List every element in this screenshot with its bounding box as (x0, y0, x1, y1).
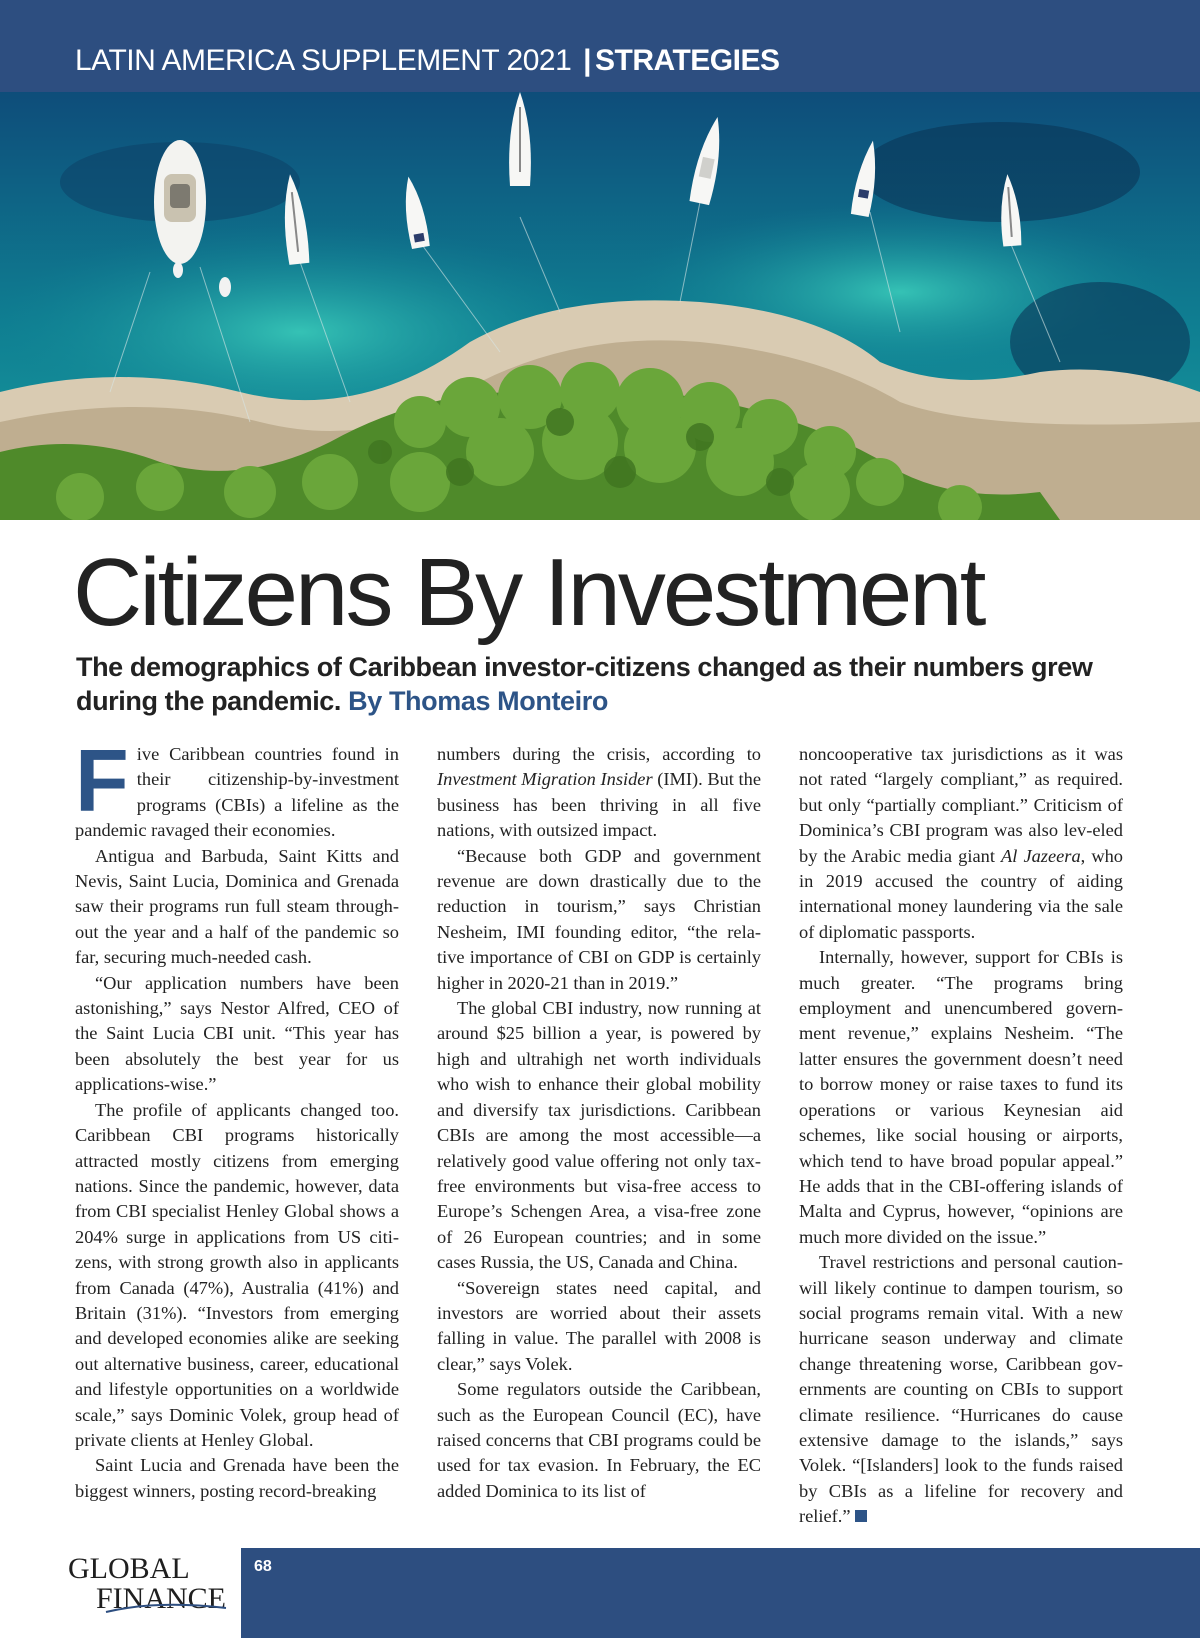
paragraph-text: numbers during the crisis, according to (437, 744, 761, 764)
deck-text: The demographics of Caribbean investor-citizens changed as their numbers grew during the pandemic. (76, 652, 1093, 716)
paragraph-text: Travel restrictions and personal caution-will likely continue to dampen tourism, so social programs remain vital. With a new hurricane season underway and climate change threatening worse, Caribbean gov-ernments are counting on CBIs to support climate resilience. “Hurricanes do cause extensive damage to the islands,” says Volek. “[Islanders] look to the funds raised by CBIs as a lifeline for recovery and relief.” (799, 1252, 1123, 1527)
hero-photo (0, 92, 1200, 520)
paragraph (799, 742, 1123, 945)
paragraph: The global CBI industry, now running at around $25 billion a year, is powered by high and ultrahigh net worth individuals who wish to enhance their global mobility and diversify tax jurisdictions. Caribbean CBIs are among the most accessible—a relatively good value offering not only tax-free environments but visa-free access to Europe’s Schengen Area, a visa-free zone of 26 European countries; and in some cases Russia, the US, Canada and China. (437, 998, 761, 1273)
section-label (75, 44, 779, 78)
media-name: Al Jazeera (1001, 845, 1081, 866)
byline: By Thomas Monteiro (348, 686, 608, 716)
column-3 (799, 742, 1123, 1530)
paragraph: Antigua and Barbuda, Saint Kitts and Nevis, Saint Lucia, Dominica and Grenada saw their programs run full steam through-out the year and a half of the pandemic so far, securing much-needed cash. (75, 845, 399, 968)
paragraph-text: ive Caribbean countries found in their citizenship-by-investment programs (CBIs) a lifeline as the pandemic ravaged their economies. (75, 744, 399, 841)
paragraph: Saint Lucia and Grenada have been the biggest winners, posting record-breaking (75, 1455, 399, 1501)
end-mark-icon (855, 1510, 867, 1522)
aerial-yachts-coastline-photo (0, 92, 1200, 520)
paragraph-text: , who in 2019 accused the country of aiding international money laundering via the sale of diplomatic passports. (799, 845, 1123, 942)
logo-line-1: GLOBAL (68, 1552, 190, 1585)
supplement-name: LATIN AMERICA SUPPLEMENT 2021 (75, 44, 572, 77)
paragraph: Some regulators outside the Caribbean, such as the European Council (EC), have raised concerns that CBI programs could be used for tax evasion. In February, the EC added Dominica to its list of (437, 1379, 761, 1501)
paragraph-text: noncooperative tax jurisdictions as it was not rated “largely compliant,” as required. but only “partially compliant.” Criticism of Dominica’s CBI program was also lev-eled by the Arabic media giant (799, 744, 1123, 866)
paragraph (75, 731, 399, 844)
global-finance-logo (66, 1548, 231, 1614)
paragraph: The profile of applicants changed too. Caribbean CBI programs historically attracted mostly citizens from emerging nations. Since the pandemic, however, data from CBI specialist Henley Global shows a 204% surge in applications from US citi-zens, with strong growth also in applicants from Canada (47%), Australia (41%) and Britain (31%). “Investors from emerging and developed economies alike are seeking out alternative business, career, educational and lifestyle opportunities on a worldwide scale,” says Dominic Volek, group head of private clients at Henley Global. (75, 1099, 399, 1450)
article-title: Citizens By Investment (73, 539, 984, 646)
footer-bar (241, 1548, 1200, 1638)
drop-cap: F (75, 731, 129, 830)
paragraph: “Our application numbers have been astonishing,” says Nestor Alfred, CEO of the Saint Lucia CBI unit. “This year has been absolutely the best year for us applications-wise.” (75, 972, 399, 1095)
paragraph: “Sovereign states need capital, and investors are worried about their assets falling in value. The parallel with 2008 is clear,” says Volek. (437, 1277, 761, 1374)
column-2 (437, 742, 761, 1504)
column-1 (75, 731, 399, 1504)
separator: | (583, 44, 591, 77)
publication-name: Investment Migration Insider (437, 769, 653, 790)
paragraph: “Because both GDP and government revenue are down drastically due to the reduction in tourism,” says Christian Nesheim, IMI founding editor, “the rela-tive importance of CBI on GDP is certainly higher in 2020-21 than in 2019.” (437, 845, 761, 993)
paragraph (437, 742, 761, 844)
logo-line-2: FINANCE (96, 1582, 227, 1614)
article-body (75, 731, 1127, 1527)
page-number: 68 (254, 1558, 272, 1575)
article-deck (76, 650, 1136, 718)
paragraph (799, 1250, 1123, 1529)
section-category: STRATEGIES (595, 44, 780, 77)
paragraph: Internally, however, support for CBIs is much greater. “The programs bring employment and unencumbered govern-ment revenue,” explains Nesheim. “The latter ensures the government doesn’t need to borrow money or raise taxes to fund its operations or various Keynesian aid schemes, like social housing or airports, which tend to have broad popular appeal.” He adds that in the CBI-offering islands of Malta and Cyprus, however, “opinions are much more divided on the issue.” (799, 947, 1123, 1247)
paragraph-text: (IMI). But the business has been thriving in all five nations, with outsized impact. (437, 769, 762, 841)
